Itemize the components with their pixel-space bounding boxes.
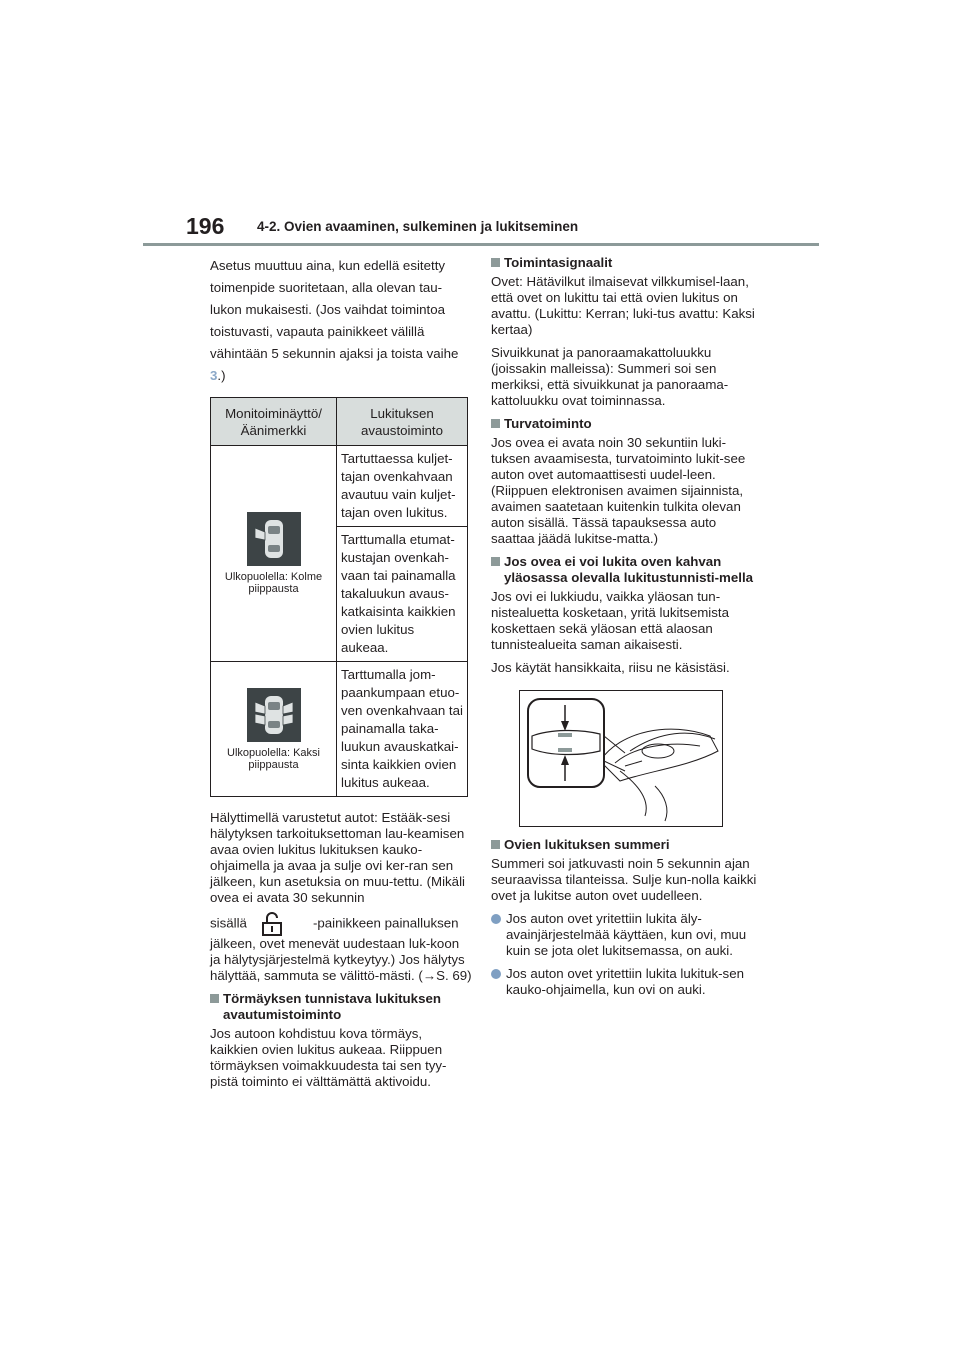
collision-paragraph: Jos autoon kohdistuu kova törmäys, kaikkien ovien lukitus aukeaa. Riippuen törmäyksen voimakkuudesta tai sen tyy-pistä toiminto ei välttämättä aktivoidu. [210, 1026, 447, 1089]
buzzer-paragraph: Summeri soi jatkuvasti noin 5 sekunnin ajan seuraavissa tilanteissa. Sulje kun-nolla kaikki ovet ja lukitse auton ovet uudelleen. [491, 856, 757, 903]
table-header-display: Monitoiminäyttö/ Äänimerkki [211, 398, 337, 446]
section-title: 4-2. Ovien avaaminen, sulkeminen ja lukitseminen [257, 219, 579, 234]
security-paragraph: Jos ovea ei avata noin 30 sekuntiin luki-tuksen avaamisesta, turvatoiminto lukit-see auton ovet automaattisesti uudel-leen. (Riippuen elektronisen avaimen sijainnista, avaimen saatetaan kuitenkin tulkita olevan auton sisällä. Tässä tapauksessa auto saattaa jäädä lukitse-matta.) [491, 435, 746, 546]
collision-heading: Törmäyksen tunnistava lukituksen avautumistoiminto [210, 991, 472, 1023]
table-cell-three-beeps [211, 446, 337, 662]
car-single-door-icon [247, 512, 301, 566]
sensor-paragraph-1: Jos ovi ei lukkiudu, vaikka yläosan tun-nistealuetta kosketaan, yritä lukitsemista koskettaen sekä yläosan että alaosan tunnistealueita saman aikaisesti. [491, 589, 729, 652]
bullet-dot-icon [491, 914, 501, 924]
unlock-icon [261, 912, 283, 936]
car-all-doors-icon [247, 688, 301, 742]
buzzer-heading: Ovien lukituksen summeri [491, 837, 759, 853]
page-number: 196 [186, 213, 225, 239]
right-column [491, 255, 759, 1005]
table-cell-front-doors: Tarttumalla jom-paankumpaan etuo-ven ovenkahvaan tai painamalla taka-luukun avauskatkai-sinta kaikkien ovien lukitus aukeaa. [337, 662, 468, 797]
unlock-settings-table [210, 397, 468, 797]
two-beeps-label: Ulkopuolella: Kaksi piippausta [227, 746, 320, 771]
door-handle-touch-icon [520, 691, 724, 828]
buzzer-bullet-2: Jos auton ovet yritettiin lukita lukituk-sen kauko-ohjaimella, kun ovi on auki. [491, 966, 759, 998]
security-heading: Turvatoiminto [491, 416, 759, 432]
three-beeps-label: Ulkopuolella: Kolme piippausta [224, 571, 323, 595]
signals-paragraph: Ovet: Hätävilkut ilmaisevat vilkkumisel-laan, että ovet on lukittu tai että ovien lukitus on avattu. (Lukittu: Kerran; luki-tus avattu: Kaksi kertaa) [491, 274, 755, 337]
sensor-heading: Jos ovea ei voi lukita oven kahvan yläosassa olevalla lukitustunnisti-mella [491, 554, 759, 586]
door-handle-illustration [519, 690, 723, 827]
table-header-unlock: Lukituksen avaustoiminto [337, 398, 468, 446]
table-cell-passenger-door: Tarttumalla etumat-kustajan ovenkah-vaan tai painamalla takaluukun avaus-katkaisinta kaikkien ovien lukitus aukeaa. [337, 527, 468, 662]
left-column [210, 255, 472, 1097]
intro-paragraph: Asetus muuttuu aina, kun edellä esitetty toimenpide suoritetaan, alla olevan tau-lukon mukaisesti. (Jos vaihdat toimintoa toistuvasti, vapauta painikkeet välillä vähintään 5 sekunnin ajaksi ja toista vaihe 3.) [210, 258, 459, 383]
windows-paragraph: Sivuikkunat ja panoraamakattoluukku (joissakin malleissa): Summeri soi sen merkiksi, että sivuikkunat ja panoraama-kattoluukku ovat toiminnassa. [491, 345, 729, 408]
buzzer-bullet-1: Jos auton ovet yritettiin lukita äly-avainjärjestelmää käyttäen, kun ovi, muu kuin se jota olet lukitsemassa, on auki. [491, 911, 759, 959]
alarm-paragraph: Hälyttimellä varustetut autot: Estääk-sesi hälytyksen tarkoituksettoman lau-keamisen avaa ovien lukitus lukituksen kauko-ohjaimella ja avaa ja sulje ovi ker-ran sen jälkeen, kun asetuksia on muu-tettu. (Mikäli ovea ei avata 30 sekunnin sisällä -painikkeen painalluksen jälkeen, ovet menevät uudestaan luk-koon ja hälytysjärjestelmä kytkeytyy.) Jos hälytys hälyttää, sammuta se välittö-mästi. (→S. 69) [210, 810, 472, 983]
sensor-paragraph-2: Jos käytät hansikkaita, riisu ne käsistäsi. [491, 660, 730, 675]
header-divider [143, 243, 819, 246]
table-cell-two-beeps [211, 662, 337, 797]
signals-heading: Toimintasignaalit [491, 255, 759, 271]
table-cell-driver-door: Tartuttaessa kuljet-tajan ovenkahvaan avautuu vain kuljet-tajan oven lukitus. [337, 446, 468, 527]
step-reference: 3 [210, 368, 218, 383]
bullet-dot-icon [491, 969, 501, 979]
